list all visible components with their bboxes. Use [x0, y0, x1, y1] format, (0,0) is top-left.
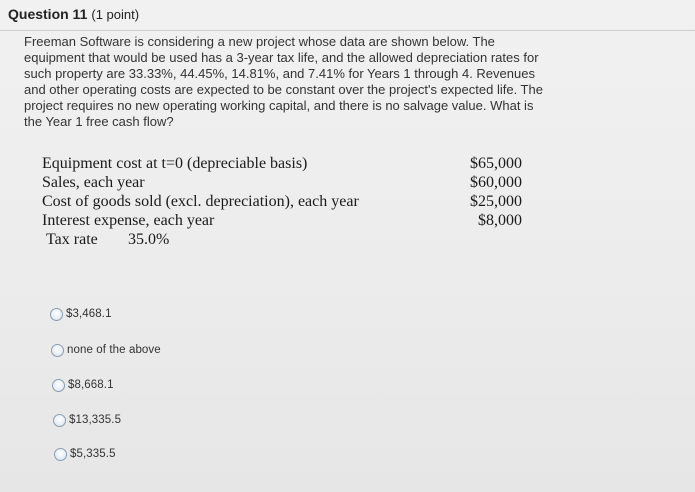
answer-choice-label: none of the above — [67, 344, 161, 356]
data-label: Sales, each year — [42, 174, 145, 191]
answer-choice-label: $5,335.5 — [70, 448, 116, 460]
answer-choice-label: $13,335.5 — [69, 414, 122, 426]
data-row — [42, 211, 522, 230]
tax-rate-label: Tax rate — [46, 231, 98, 248]
data-value: $60,000 — [470, 174, 522, 191]
data-label: Cost of goods sold (excl. depreciation), each year — [42, 193, 359, 210]
project-data-table — [42, 154, 522, 249]
data-row — [42, 192, 522, 211]
question-header — [0, 0, 695, 31]
question-number: Question 11 — [8, 6, 88, 22]
radio-button[interactable] — [54, 448, 67, 461]
answer-choice-3[interactable] — [52, 377, 114, 393]
tax-rate-row — [42, 230, 522, 249]
data-row — [42, 154, 522, 173]
question-points: (1 point) — [91, 7, 140, 22]
answer-choice-label: $3,468.1 — [66, 308, 112, 320]
data-value: $8,000 — [478, 212, 522, 229]
data-value: $25,000 — [470, 193, 522, 210]
radio-button[interactable] — [51, 344, 64, 357]
radio-button[interactable] — [52, 379, 65, 392]
answer-choice-1[interactable] — [50, 306, 112, 322]
tax-rate-value: 35.0% — [128, 231, 170, 248]
data-value: $65,000 — [470, 155, 522, 172]
answer-choice-5[interactable] — [54, 446, 116, 462]
radio-button[interactable] — [50, 308, 63, 321]
question-title — [8, 6, 139, 22]
data-row — [42, 173, 522, 192]
radio-button[interactable] — [53, 414, 66, 427]
answer-choice-2[interactable] — [51, 342, 161, 358]
data-label: Interest expense, each year — [42, 212, 215, 229]
question-text: Freeman Software is considering a new project whose data are shown below. The equipment that would be used has a 3-year tax life, and the allowed depreciation rates for such property are 33.33%, 44.45%, 14.81%, and 7.41% for Years 1 through 4. Revenues and other operating costs are expected to be constant over the project's expected life. The project requires no new operating working capital, and there is no salvage value. What is the Year 1 free cash flow? — [24, 34, 543, 129]
data-label: Equipment cost at t=0 (depreciable basis) — [42, 155, 308, 172]
answer-choice-label: $8,668.1 — [68, 379, 114, 391]
answer-choice-4[interactable] — [53, 412, 121, 428]
